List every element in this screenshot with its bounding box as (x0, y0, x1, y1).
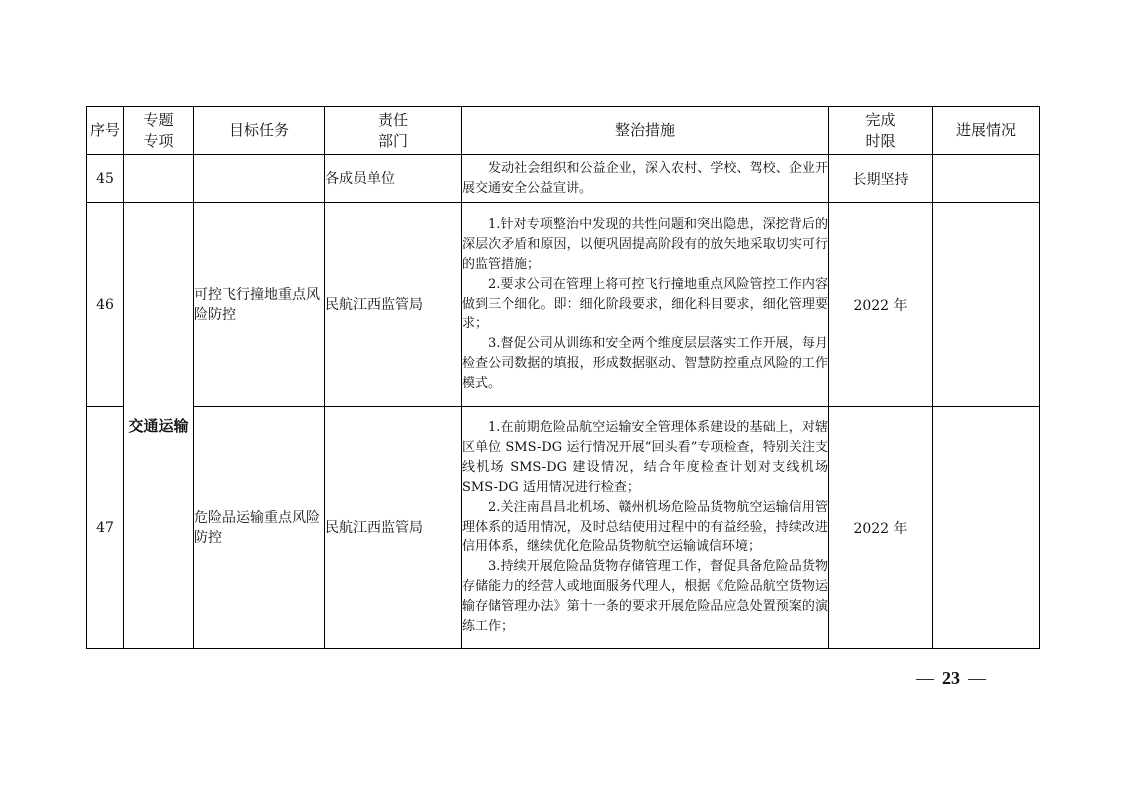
row-progress (933, 407, 1040, 649)
measure-item: 3.持续开展危险品货物存储管理工作，督促具备危险品货物存储能力的经营人或地面服务代理人，根据《危险品航空货物运输存储管理办法》第十一条的要求开展危险品应急处置预案的演练工作； (462, 559, 828, 635)
footer-dash-right: — (968, 668, 986, 688)
topic-cell: 交通运输 (124, 203, 194, 649)
header-progress: 进展情况 (933, 107, 1040, 155)
header-deadline-line2: 时限 (865, 131, 896, 150)
footer-dash-left: — (916, 668, 934, 688)
page-number: 23 (942, 668, 960, 688)
row-progress (933, 203, 1040, 407)
row-no: 45 (87, 155, 124, 203)
measure-item: 2.关注南昌昌北机场、赣州机场危险品货物航空运输信用管理体系的适用情况，及时总结使用过程中的有益经验，持续改进信用体系，继续优化危险品货物航空运输诚信环境； (462, 499, 828, 555)
row-measures (462, 155, 829, 203)
header-topic-line2: 专项 (143, 131, 174, 150)
measure-item: 2.要求公司在管理上将可控飞行撞地重点风险管控工作内容做到三个细化。即：细化阶段要求，细化科目要求，细化管理要求； (462, 276, 828, 332)
row-deadline: 长期坚持 (829, 155, 933, 203)
table-row (87, 407, 1040, 649)
row-task: 可控飞行撞地重点风险防控 (194, 203, 325, 407)
header-dept-line2: 部门 (377, 131, 408, 150)
row-deadline: 2022 年 (829, 407, 933, 649)
row-task: 危险品运输重点风险防控 (194, 407, 325, 649)
row-deadline: 2022 年 (829, 203, 933, 407)
header-no: 序号 (87, 107, 124, 155)
row-measures (462, 203, 829, 407)
row-no: 46 (87, 203, 124, 407)
measure-item: 3.督促公司从训练和安全两个维度层层落实工作开展，每月检查公司数据的填报，形成数据驱动、智慧防控重点风险的工作模式。 (462, 336, 828, 392)
row-progress (933, 155, 1040, 203)
row-dept: 民航江西监管局 (325, 203, 462, 407)
header-topic (124, 107, 194, 155)
row-topic-empty (124, 155, 194, 203)
row-no: 47 (87, 407, 124, 649)
table-row (87, 203, 1040, 407)
header-measures: 整治措施 (462, 107, 829, 155)
measure-item: 1.在前期危险品航空运输安全管理体系建设的基础上，对辖区单位 SMS-DG 运行情况开展“回头看”专项检查，特别关注支线机场 SMS-DG 建设情况，结合年度检查计划对支线机场 SMS-DG 适用情况进行检查； (462, 420, 828, 495)
rectification-table (86, 106, 1040, 649)
measure-item: 发动社会组织和公益企业，深入农村、学校、驾校、企业开展交通安全公益宣讲。 (462, 160, 828, 196)
header-row (87, 107, 1040, 155)
header-deadline (829, 107, 933, 155)
header-topic-line1: 专题 (143, 110, 174, 129)
row-task (194, 155, 325, 203)
row-dept: 各成员单位 (325, 155, 462, 203)
header-dept-line1: 责任 (377, 110, 408, 129)
page-number-footer (916, 668, 986, 689)
header-task: 目标任务 (194, 107, 325, 155)
measure-item: 1.针对专项整治中发现的共性问题和突出隐患，深挖背后的深层次矛盾和原因，以便巩固提高阶段有的放矢地采取切实可行的监管措施； (462, 216, 828, 272)
row-dept: 民航江西监管局 (325, 407, 462, 649)
row-measures (462, 407, 829, 649)
table-row (87, 155, 1040, 203)
header-dept (325, 107, 462, 155)
header-deadline-line1: 完成 (865, 110, 896, 129)
